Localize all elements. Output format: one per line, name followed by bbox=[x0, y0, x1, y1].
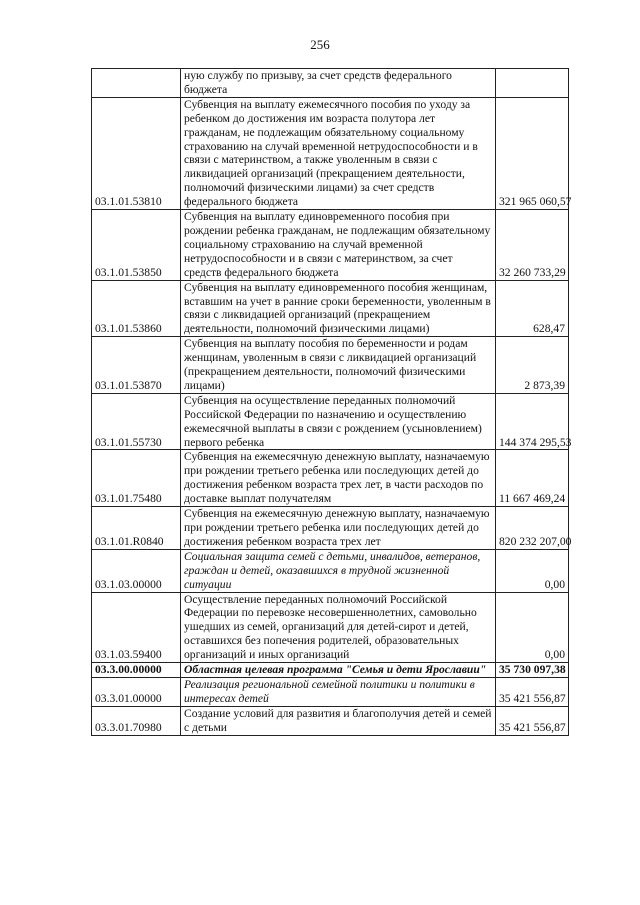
row-amount: 32 260 733,29 bbox=[496, 210, 569, 281]
row-description: Субвенция на выплату единовременного пособия при рождении ребенка гражданам, не подлежащим обязательному социальному страхованию на случай временной нетрудоспособности и в связи с материнством, за счет средств федерального бюджета bbox=[181, 210, 496, 281]
row-amount: 144 374 295,53 bbox=[496, 393, 569, 450]
row-description: Субвенция на выплату единовременного пособия женщинам, вставшим на учет в ранние сроки беременности, уволенным в связи с ликвидацией организаций (прекращением деятельности, полномочий физическими лицами) bbox=[181, 280, 496, 337]
row-code bbox=[92, 69, 181, 98]
row-code: 03.1.01.53860 bbox=[92, 280, 181, 337]
row-description: Субвенция на осуществление переданных полномочий Российской Федерации по назначению и осуществлению ежемесячной выплаты в связи с рождением (усыновлением) первого ребенка bbox=[181, 393, 496, 450]
row-code: 03.1.01.55730 bbox=[92, 393, 181, 450]
row-description: Реализация региональной семейной политики и политики в интересах детей bbox=[181, 677, 496, 706]
budget-table bbox=[91, 68, 572, 736]
row-code: 03.1.01.75480 bbox=[92, 450, 181, 507]
row-amount: 11 667 469,24 bbox=[496, 450, 569, 507]
row-description: Социальная защита семей с детьми, инвалидов, ветеранов, граждан и детей, оказавшихся в трудной жизненной ситуации bbox=[181, 549, 496, 592]
row-amount: 2 873,39 bbox=[496, 337, 569, 394]
table-row bbox=[92, 97, 569, 209]
row-description: Субвенция на выплату ежемесячного пособия по уходу за ребенком до достижения им возраста полутора лет гражданам, не подлежащим обязательному социальному страхованию на случай временной нетрудоспособности и в связи с материнством, а также уволенным в связи с ликвидацией организаций (прекращением деятельности, полномочий физическими лицами) за счет средств федерального бюджета bbox=[181, 97, 496, 209]
row-description: Субвенция на ежемесячную денежную выплату, назначаемую при рождении третьего ребенка или последующих детей до достижения ребенком возраста трех лет, в части расходов по доставке выплат получателям bbox=[181, 450, 496, 507]
table-row bbox=[92, 677, 569, 706]
row-code: 03.3.01.70980 bbox=[92, 706, 181, 735]
row-code: 03.1.01.53850 bbox=[92, 210, 181, 281]
row-amount: 820 232 207,00 bbox=[496, 507, 569, 550]
budget-table-body bbox=[92, 69, 572, 736]
row-description: Субвенция на ежемесячную денежную выплату, назначаемую при рождении третьего ребенка или последующих детей до достижения ребенком возраста трех лет bbox=[181, 507, 496, 550]
row-code: 03.3.01.00000 bbox=[92, 677, 181, 706]
row-code: 03.3.00.00000 bbox=[92, 663, 181, 678]
table-row bbox=[92, 393, 569, 450]
row-code: 03.1.03.59400 bbox=[92, 592, 181, 663]
table-row bbox=[92, 663, 569, 678]
row-code: 03.1.03.00000 bbox=[92, 549, 181, 592]
row-code: 03.1.01.53870 bbox=[92, 337, 181, 394]
table-row bbox=[92, 69, 569, 98]
row-amount: 321 965 060,57 bbox=[496, 97, 569, 209]
row-description: Областная целевая программа "Семья и дети Ярославии" bbox=[181, 663, 496, 678]
row-amount: 0,00 bbox=[496, 592, 569, 663]
table-row bbox=[92, 706, 569, 735]
table-row bbox=[92, 592, 569, 663]
row-amount: 0,00 bbox=[496, 549, 569, 592]
row-amount: 35 421 556,87 bbox=[496, 706, 569, 735]
row-code: 03.1.01.53810 bbox=[92, 97, 181, 209]
table-row bbox=[92, 450, 569, 507]
table-row bbox=[92, 280, 569, 337]
row-amount: 35 730 097,38 bbox=[496, 663, 569, 678]
row-amount: 628,47 bbox=[496, 280, 569, 337]
row-description: Осуществление переданных полномочий Российской Федерации по перевозке несовершеннолетних, самовольно ушедших из семей, организаций для детей-сирот и детей, оставшихся без попечения родителей, образовательных организаций и иных организаций bbox=[181, 592, 496, 663]
row-description: ную службу по призыву, за счет средств федерального бюджета bbox=[181, 69, 496, 98]
row-description: Субвенция на выплату пособия по беременности и родам женщинам, уволенным в связи с ликвидацией организаций (прекращением деятельности, полномочий физическими лицами) bbox=[181, 337, 496, 394]
table-row bbox=[92, 507, 569, 550]
table-row bbox=[92, 210, 569, 281]
page-number: 256 bbox=[310, 37, 330, 52]
row-code: 03.1.01.R0840 bbox=[92, 507, 181, 550]
row-description: Создание условий для развития и благополучия детей и семей с детьми bbox=[181, 706, 496, 735]
row-amount bbox=[496, 69, 569, 98]
table-row bbox=[92, 337, 569, 394]
table-row bbox=[92, 549, 569, 592]
row-amount: 35 421 556,87 bbox=[496, 677, 569, 706]
